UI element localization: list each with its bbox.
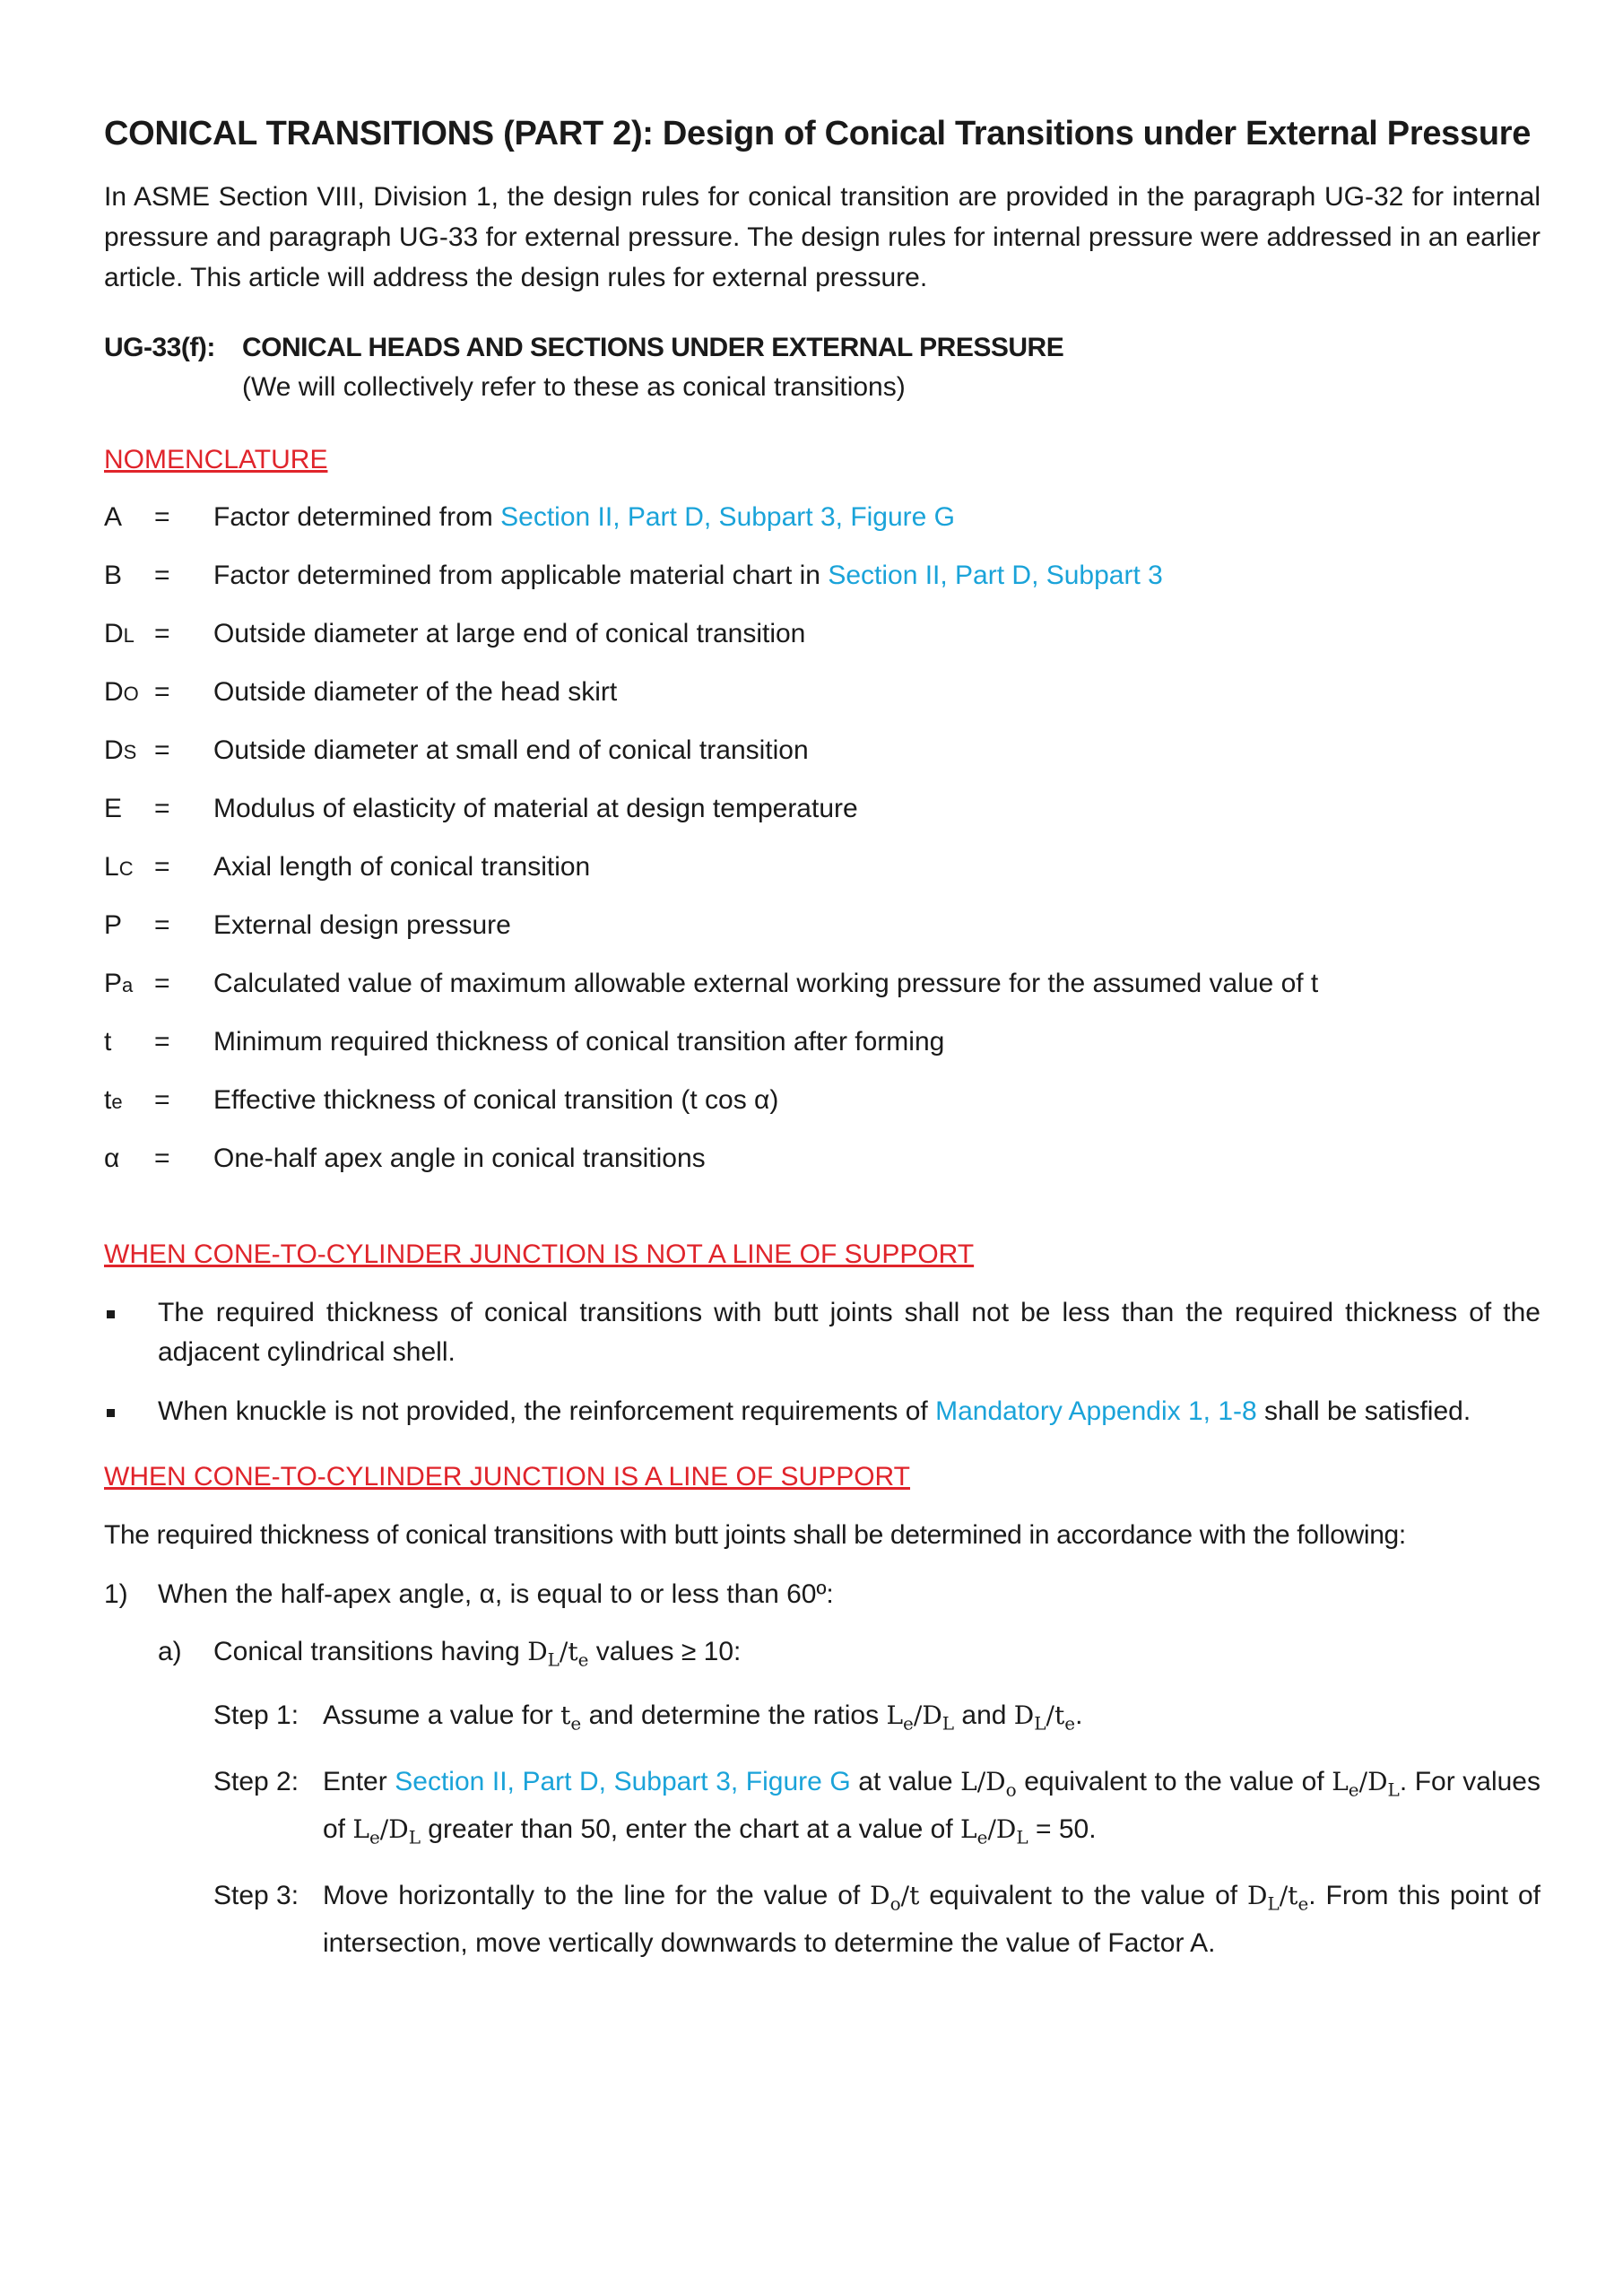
nomenclature-definition: Calculated value of maximum allowable external working pressure for the assumed value of t <box>213 969 1319 998</box>
nomenclature-symbol: te <box>104 1085 123 1115</box>
nomenclature-symbol: DS <box>104 735 137 765</box>
nomenclature-symbol: E <box>104 794 123 823</box>
nomenclature-item <box>104 732 1540 790</box>
equals-sign: = <box>154 852 170 882</box>
nomenclature-item <box>104 848 1540 907</box>
nomenclature-definition: Outside diameter at large end of conical transition <box>213 619 806 648</box>
nomenclature-definition: One-half apex angle in conical transitions <box>213 1144 706 1173</box>
nomenclature-definition: Outside diameter at small end of conical transition <box>213 735 809 765</box>
math-expression: $D_L/t_e$ <box>1247 1881 1309 1915</box>
nomenclature-item <box>104 907 1540 965</box>
equals-sign: = <box>154 910 170 940</box>
equals-sign: = <box>154 502 170 532</box>
not-support-heading: WHEN CONE-TO-CYLINDER JUNCTION IS NOT A LINE OF SUPPORT <box>104 1239 975 1269</box>
list-item: The required thickness of conical transitions with butt joints shall not be less than the required thickness of the adjacent cylindrical shell. <box>104 1293 1540 1372</box>
math-expression: $L_e/D_L$ <box>886 1700 955 1735</box>
math-expression: $L_e/D_L$ <box>960 1813 1028 1848</box>
ug-code: UG-33(f): <box>104 333 215 362</box>
nomenclature-list <box>104 499 1540 1198</box>
nomenclature-definition: Outside diameter of the head skirt <box>213 677 618 707</box>
equals-sign: = <box>154 561 170 590</box>
equals-sign: = <box>154 735 170 765</box>
nomenclature-symbol: t <box>104 1027 112 1057</box>
math-expression: $L_e/D_L$ <box>352 1813 421 1848</box>
nomenclature-item <box>104 1140 1540 1198</box>
ug-heading-block <box>104 328 1540 407</box>
nomenclature-definition: External design pressure <box>213 910 511 940</box>
nomenclature-definition: Factor determined from Section II, Part D, Subpart 3, Figure G <box>213 502 956 532</box>
nomenclature-item <box>104 790 1540 848</box>
nomenclature-symbol: DO <box>104 677 139 707</box>
nomenclature-item <box>104 615 1540 674</box>
nomenclature-item <box>104 965 1540 1023</box>
ug-subheading: (We will collectively refer to these as conical transitions) <box>242 372 906 402</box>
equals-sign: = <box>154 677 170 707</box>
support-paragraph: The required thickness of conical transitions with butt joints shall be determined in accordance with the following: <box>104 1520 1406 1550</box>
ug-heading: CONICAL HEADS AND SECTIONS UNDER EXTERNAL PRESSURE <box>242 333 1064 362</box>
step-1: Step 1: Assume a value for $t_e$ and determine the ratios $L_e/D_L$ and $D_L/t_e$. <box>213 1700 1083 1735</box>
equals-sign: = <box>154 1085 170 1115</box>
nomenclature-item <box>104 674 1540 732</box>
math-expression: $t_e$ <box>560 1700 582 1735</box>
bullet-icon <box>104 1293 158 1372</box>
nomenclature-definition: Minimum required thickness of conical transition after forming <box>213 1027 945 1057</box>
math-expression: $D_L/t_e$ <box>1013 1700 1076 1735</box>
list-item: When knuckle is not provided, the reinforcement requirements of Mandatory Appendix 1, 1-8 shall be satisfied. <box>104 1392 1540 1431</box>
math-expression: $L/D_o$ <box>960 1767 1017 1801</box>
appendix-link[interactable]: Mandatory Appendix 1, 1-8 <box>935 1396 1257 1426</box>
nomenclature-symbol: P <box>104 910 123 940</box>
equals-sign: = <box>154 794 170 823</box>
nomenclature-definition: Axial length of conical transition <box>213 852 591 882</box>
reference-link[interactable]: Section II, Part D, Subpart 3, Figure G <box>500 502 956 532</box>
list-item: a) Conical transitions having $D_L/t_e$ values ≥ 10: <box>158 1637 742 1671</box>
nomenclature-symbol: α <box>104 1144 120 1173</box>
nomenclature-symbol: Pa <box>104 969 134 998</box>
nomenclature-item <box>104 1023 1540 1082</box>
nomenclature-heading: NOMENCLATURE <box>104 445 328 474</box>
math-expression: $D_o/t$ <box>870 1881 920 1915</box>
nomenclature-definition: Factor determined from applicable material chart in Section II, Part D, Subpart 3 <box>213 561 1163 590</box>
nomenclature-definition: Modulus of elasticity of material at design temperature <box>213 794 858 823</box>
bullet-icon <box>104 1392 158 1431</box>
nomenclature-symbol: B <box>104 561 123 590</box>
figure-g-link[interactable]: Section II, Part D, Subpart 3, Figure G <box>395 1767 851 1797</box>
support-heading: WHEN CONE-TO-CYLINDER JUNCTION IS A LINE OF SUPPORT <box>104 1462 911 1492</box>
nomenclature-symbol: DL <box>104 619 134 648</box>
intro-paragraph: In ASME Section VIII, Division 1, the design rules for conical transition are provided in the paragraph UG-32 for internal pressure and paragraph UG-33 for external pressure. The design rules for internal pressure were addressed in an earlier article. This article will address the design rules for external pressure. <box>104 182 1540 292</box>
math-expression: $L_e/D_L$ <box>1332 1767 1400 1801</box>
equals-sign: = <box>154 1027 170 1057</box>
step-3: Step 3: Move horizontally to the line for the value of $D_o/t$ equivalent to the value of $D_L/t_e$. From this point of intersection, move vertically downwards to determine the value of Factor A. <box>213 1881 1540 1958</box>
document-page <box>104 115 1540 1983</box>
nomenclature-item <box>104 557 1540 615</box>
nomenclature-item <box>104 499 1540 557</box>
nomenclature-definition: Effective thickness of conical transition (t cos α) <box>213 1085 779 1115</box>
not-support-bullets <box>104 1293 1540 1431</box>
reference-link[interactable]: Section II, Part D, Subpart 3 <box>828 561 1163 590</box>
equals-sign: = <box>154 1144 170 1173</box>
nomenclature-item <box>104 1082 1540 1140</box>
math-expression: $D_L/t_e$ <box>527 1637 589 1671</box>
equals-sign: = <box>154 619 170 648</box>
page-title: CONICAL TRANSITIONS (PART 2): Design of Conical Transitions under External Pressure <box>104 115 1532 152</box>
nomenclature-symbol: LC <box>104 852 134 882</box>
step-2: Step 2: Enter Section II, Part D, Subpart 3, Figure G at value $L/D_o$ equivalent to the value of $L_e/D_L$. For values of $L_e/D_L$ greater than 50, enter the chart at a value of $L_e/D_L = 50$. <box>213 1767 1540 1848</box>
equals-sign: = <box>154 969 170 998</box>
nomenclature-symbol: A <box>104 502 123 532</box>
list-item: 1) When the half-apex angle, α, is equal to or less than 60º: <box>104 1579 834 1609</box>
